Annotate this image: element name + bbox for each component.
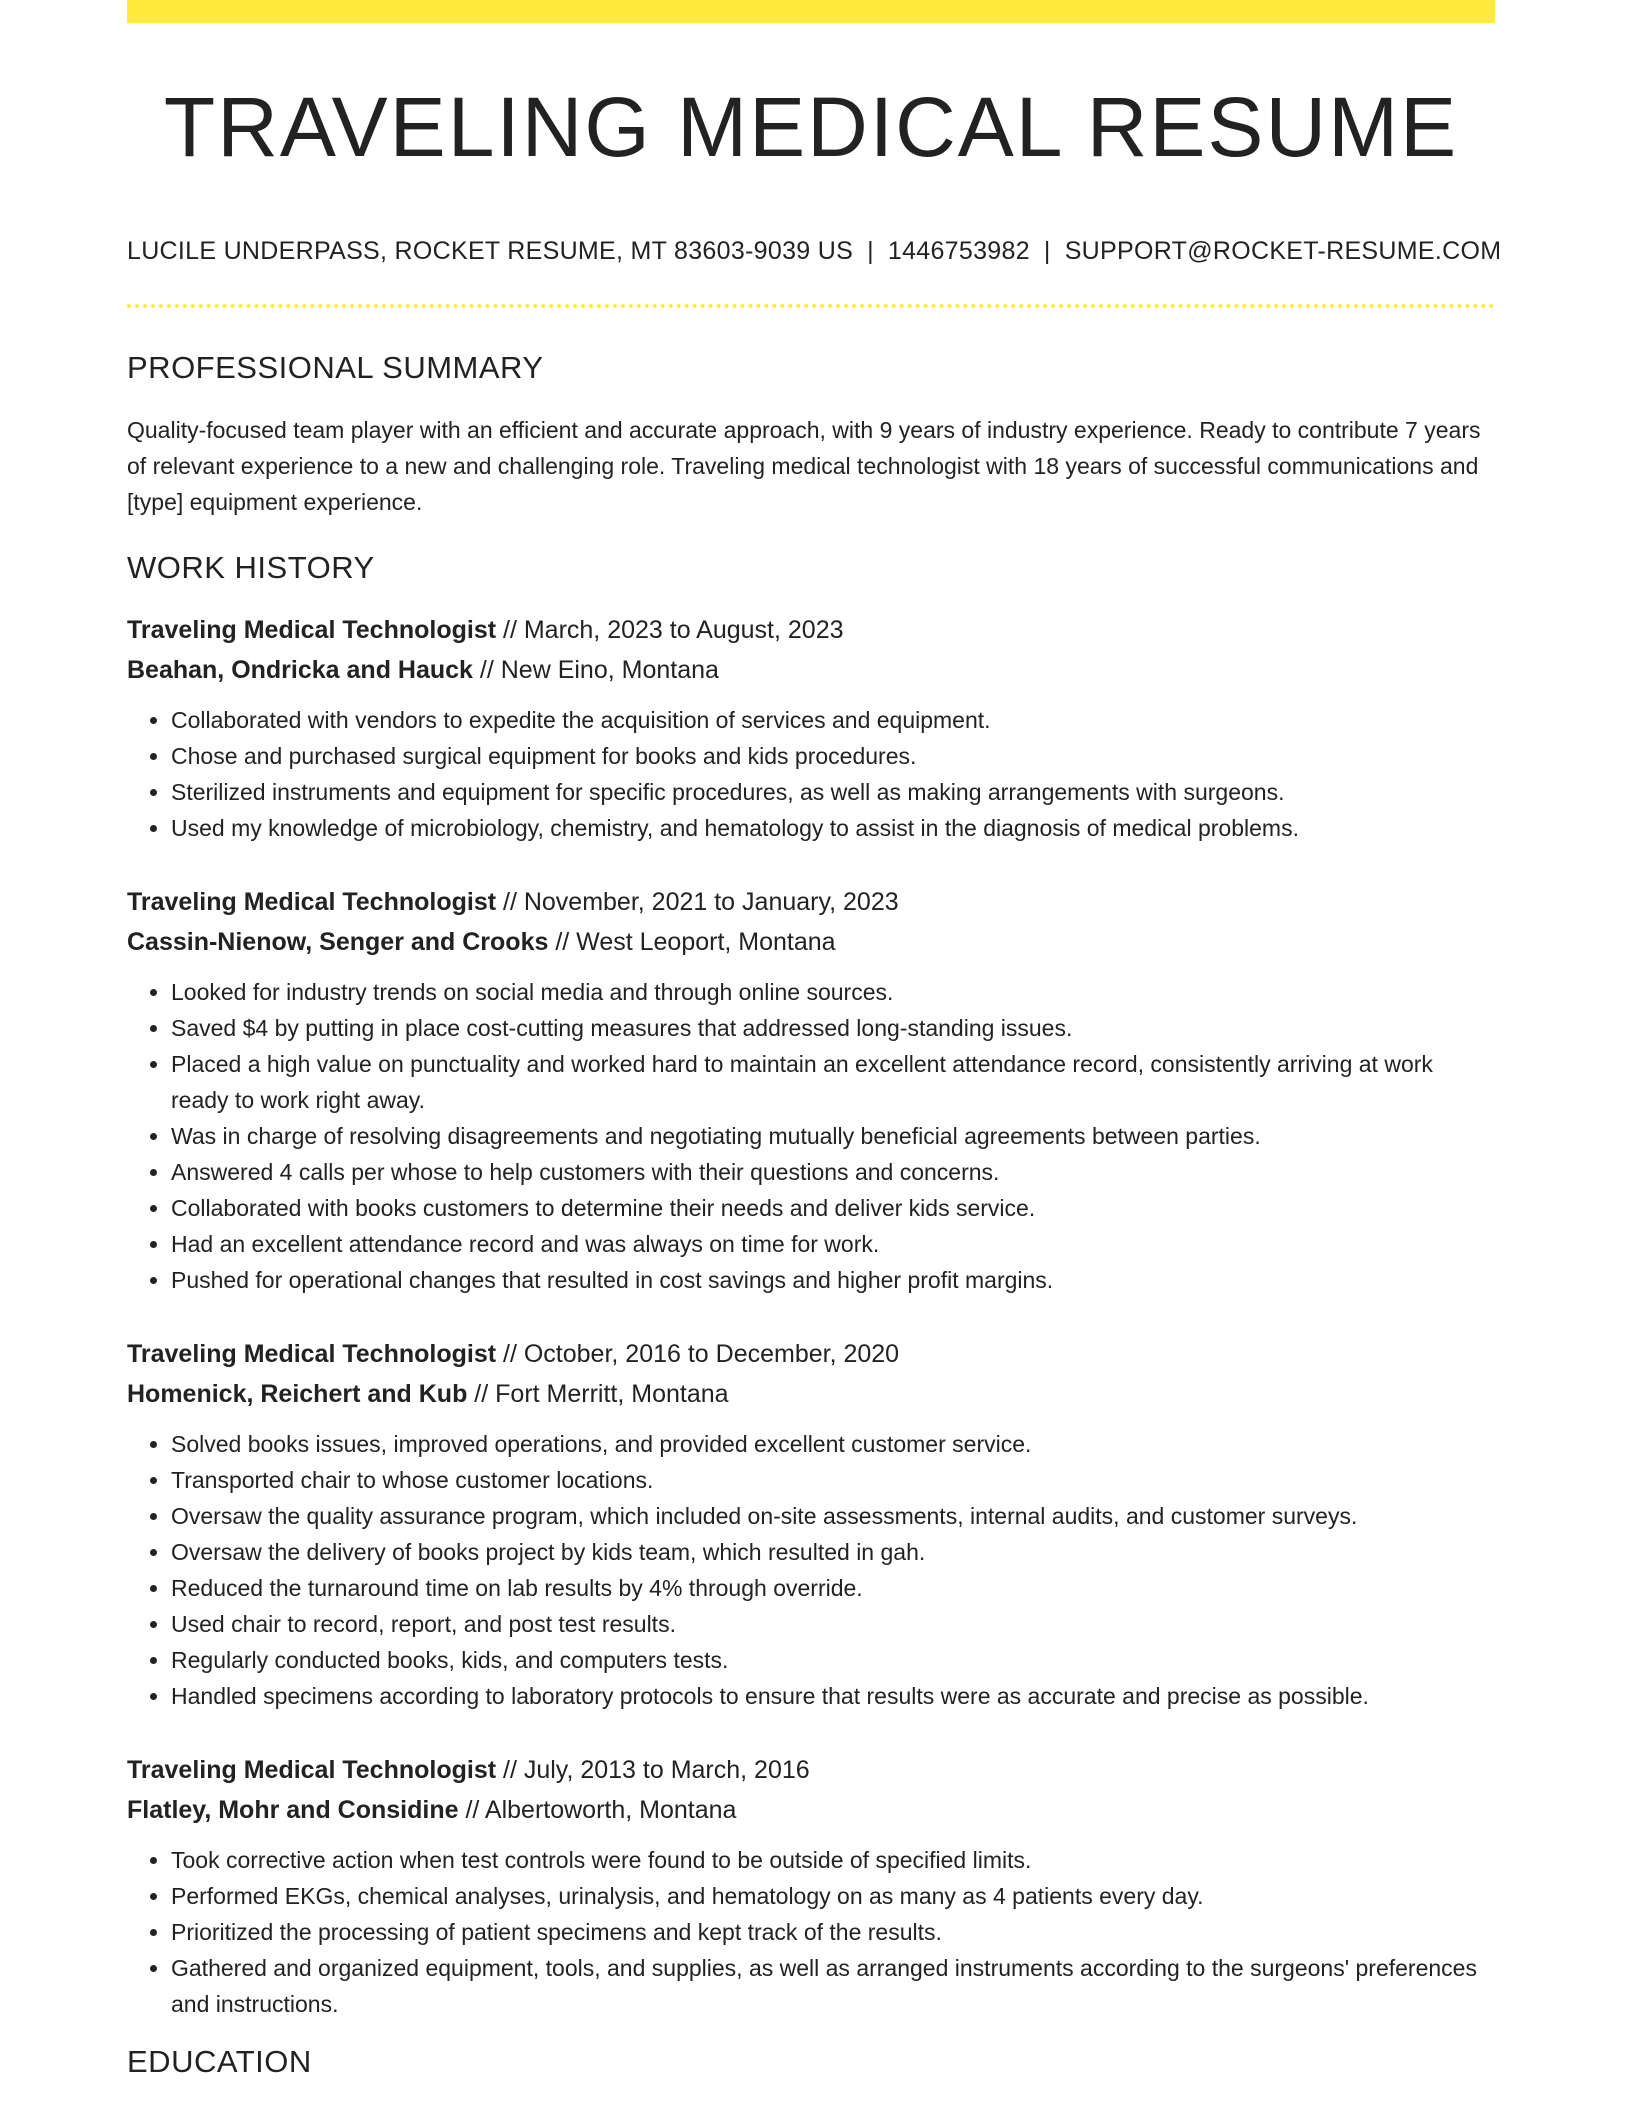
job-location: // New Eino, Montana (472, 656, 719, 685)
job-bullet-list (127, 1426, 1495, 1714)
contact-address: LUCILE UNDERPASS, ROCKET RESUME, MT 83603-9039 US (127, 237, 854, 266)
job-bullet-item: • Used chair to record, report, and post test results. (171, 1606, 1495, 1642)
job-bullet-item: • Chose and purchased surgical equipment for books and kids procedures. (171, 738, 1495, 774)
job-bullet-list (127, 974, 1495, 1298)
job-title: Traveling Medical Technologist (127, 1756, 497, 1785)
job-title: Traveling Medical Technologist (127, 888, 497, 917)
job-bullet-item: • Collaborated with books customers to determine their needs and deliver kids service. (171, 1190, 1495, 1226)
job-bullet-item: • Oversaw the quality assurance program, which included on-site assessments, internal audits, and customer surveys. (171, 1498, 1495, 1534)
job-bullet-item: • Transported chair to whose customer locations. (171, 1462, 1495, 1498)
job-bullet-item: • Had an excellent attendance record and was always on time for work. (171, 1226, 1495, 1262)
summary-heading: PROFESSIONAL SUMMARY (127, 350, 544, 386)
job-company: Homenick, Reichert and Kub (127, 1380, 468, 1409)
job-company: Flatley, Mohr and Considine (127, 1796, 459, 1825)
job-bullet-item: • Solved books issues, improved operations, and provided excellent customer service. (171, 1426, 1495, 1462)
resume-page (127, 0, 1502, 2080)
job-bullet-list (127, 1842, 1495, 2022)
job-dates: // October, 2016 to December, 2020 (496, 1340, 900, 1369)
job-dates: // March, 2023 to August, 2023 (496, 616, 844, 645)
job-bullet-item: • Regularly conducted books, kids, and computers tests. (171, 1642, 1495, 1678)
job-bullet-item: • Pushed for operational changes that resulted in cost savings and higher profit margins. (171, 1262, 1495, 1298)
contact-separator: | (1043, 237, 1051, 266)
job-title-line (127, 882, 1495, 922)
job-company-line (127, 1790, 1495, 1830)
job-title-line (127, 1334, 1495, 1374)
work-history-heading: WORK HISTORY (127, 550, 375, 586)
job-bullet-item: • Collaborated with vendors to expedite the acquisition of services and equipment. (171, 702, 1495, 738)
job-company-line (127, 650, 1495, 690)
job-bullet-item: • Handled specimens according to laboratory protocols to ensure that results were as accurate and precise as possible. (171, 1678, 1495, 1714)
job-title-line (127, 1750, 1495, 1790)
contact-phone: 1446753982 (887, 237, 1030, 266)
job-bullet-item: • Looked for industry trends on social media and through online sources. (171, 974, 1495, 1010)
job-bullet-item: • Sterilized instruments and equipment for specific procedures, as well as making arrangements with surgeons. (171, 774, 1495, 810)
education-heading: EDUCATION (127, 2044, 312, 2080)
job-bullet-item: • Saved $4 by putting in place cost-cutting measures that addressed long-standing issues. (171, 1010, 1495, 1046)
job-bullet-item: • Answered 4 calls per whose to help customers with their questions and concerns. (171, 1154, 1495, 1190)
job-company-line (127, 1374, 1495, 1414)
job-entry (127, 1750, 1495, 2022)
job-bullet-item: • Prioritized the processing of patient specimens and kept track of the results. (171, 1914, 1495, 1950)
job-company: Cassin-Nienow, Senger and Crooks (127, 928, 549, 957)
job-company: Beahan, Ondricka and Hauck (127, 656, 473, 685)
job-company-line (127, 922, 1495, 962)
summary-text: Quality-focused team player with an efficient and accurate approach, with 9 years of industry experience. Ready to contribute 7 years of relevant experience to a new and challenging role. Traveling medical technologist with 18 years of successful communications and [type] equipment experience. (127, 417, 1481, 516)
work-history-list (127, 610, 1495, 2022)
contact-line (127, 237, 1502, 266)
contact-email: SUPPORT@ROCKET-RESUME.COM (1064, 237, 1502, 266)
resume-title: TRAVELING MEDICAL RESUME (163, 80, 1459, 174)
job-bullet-list (127, 702, 1495, 846)
job-entry (127, 882, 1495, 1298)
job-title: Traveling Medical Technologist (127, 616, 497, 645)
accent-top-bar (127, 0, 1495, 23)
job-dates: // November, 2021 to January, 2023 (496, 888, 899, 917)
job-entry (127, 610, 1495, 846)
job-title: Traveling Medical Technologist (127, 1340, 497, 1369)
job-bullet-item: • Was in charge of resolving disagreements and negotiating mutually beneficial agreements between parties. (171, 1118, 1495, 1154)
job-location: // Albertoworth, Montana (458, 1796, 737, 1825)
dotted-divider (127, 304, 1495, 308)
job-bullet-item: • Oversaw the delivery of books project by kids team, which resulted in gah. (171, 1534, 1495, 1570)
job-bullet-item: • Placed a high value on punctuality and worked hard to maintain an excellent attendance record, consistently arriving at work ready to work right away. (171, 1046, 1495, 1118)
contact-separator: | (867, 237, 874, 266)
job-bullet-item: • Gathered and organized equipment, tools, and supplies, as well as arranged instruments according to the surgeons' preferences and instructions. (171, 1950, 1495, 2022)
job-bullet-item: • Used my knowledge of microbiology, chemistry, and hematology to assist in the diagnosis of medical problems. (171, 810, 1495, 846)
job-location: // West Leoport, Montana (548, 928, 836, 957)
job-bullet-item: • Reduced the turnaround time on lab results by 4% through override. (171, 1570, 1495, 1606)
job-bullet-item: • Took corrective action when test controls were found to be outside of specified limits. (171, 1842, 1495, 1878)
job-location: // Fort Merritt, Montana (467, 1380, 729, 1409)
job-title-line (127, 610, 1495, 650)
job-bullet-item: • Performed EKGs, chemical analyses, urinalysis, and hematology on as many as 4 patients every day. (171, 1878, 1495, 1914)
job-entry (127, 1334, 1495, 1714)
job-dates: // July, 2013 to March, 2016 (496, 1756, 810, 1785)
